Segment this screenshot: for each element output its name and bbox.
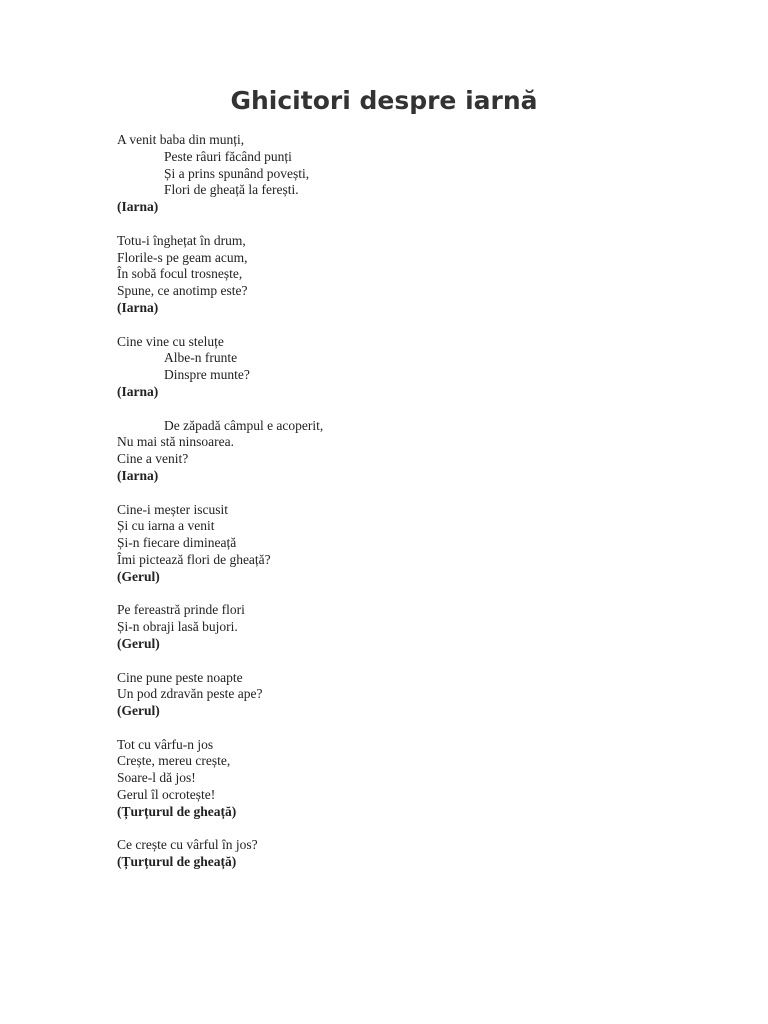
riddle-line: Albe-n frunte [164, 350, 238, 366]
riddle-line: Flori de gheață la ferești. [164, 182, 299, 198]
riddle-block [117, 418, 677, 485]
riddle-answer: (Iarna) [117, 199, 159, 215]
riddle-answer: (Țurțurul de gheață) [117, 803, 237, 819]
riddle-line: Cine pune peste noapte [117, 669, 243, 685]
riddle-answer: (Iarna) [117, 383, 159, 399]
riddle-line: Dinspre munte? [164, 367, 250, 383]
riddle-line: Cine vine cu steluțe [117, 333, 224, 349]
riddle-line: În sobă focul trosnește, [117, 266, 243, 282]
riddle-block [117, 737, 677, 821]
riddle-line: Îmi pictează flori de gheață? [117, 551, 271, 567]
riddle-answer: (Gerul) [117, 703, 160, 719]
riddle-line: De zăpadă câmpul e acoperit, [164, 417, 324, 433]
riddle-line: Peste râuri făcând punți [164, 148, 292, 164]
riddle-answer: (Iarna) [117, 299, 159, 315]
riddle-line: Spune, ce anotimp este? [117, 283, 248, 299]
riddle-block [117, 334, 677, 401]
riddle-block [117, 670, 677, 720]
page-title: Ghicitori despre iarnă [230, 86, 538, 115]
riddle-line: Cine-i meșter iscusit [117, 501, 228, 517]
riddle-line: Pe fereastră prinde flori [117, 602, 245, 618]
riddle-line: Ce crește cu vârful în jos? [117, 837, 258, 853]
riddle-line: Și-n fiecare dimineață [117, 535, 237, 551]
riddle-answer: (Gerul) [117, 568, 160, 584]
riddle-block [117, 837, 677, 871]
riddle-block [117, 132, 677, 216]
riddle-line: Cine a venit? [117, 451, 189, 467]
riddle-line: Totu-i înghețat în drum, [117, 232, 246, 248]
riddle-line: Și-n obraji lasă bujori. [117, 619, 238, 635]
riddle-line: Nu mai stă ninsoarea. [117, 434, 234, 450]
riddle-line: Și a prins spunând povești, [164, 165, 310, 181]
riddle-line: A venit baba din munți, [117, 132, 245, 147]
riddle-block [117, 233, 677, 317]
riddle-line: Crește, mereu crește, [117, 753, 231, 769]
riddle-line: Soare-l dă jos! [117, 770, 196, 786]
riddle-block [117, 602, 677, 652]
riddle-block [117, 502, 677, 586]
riddle-line: Și cu iarna a venit [117, 518, 215, 534]
riddle-line: Un pod zdravăn peste ape? [117, 686, 263, 702]
riddle-answer: (Gerul) [117, 635, 160, 651]
riddle-answer: (Țurțurul de gheață) [117, 854, 237, 870]
riddle-line: Gerul îl ocrotește! [117, 787, 216, 803]
riddle-answer: (Iarna) [117, 467, 159, 483]
riddle-line: Tot cu vârfu-n jos [117, 736, 214, 752]
riddle-line: Florile-s pe geam acum, [117, 249, 248, 265]
riddle-list [117, 132, 677, 888]
